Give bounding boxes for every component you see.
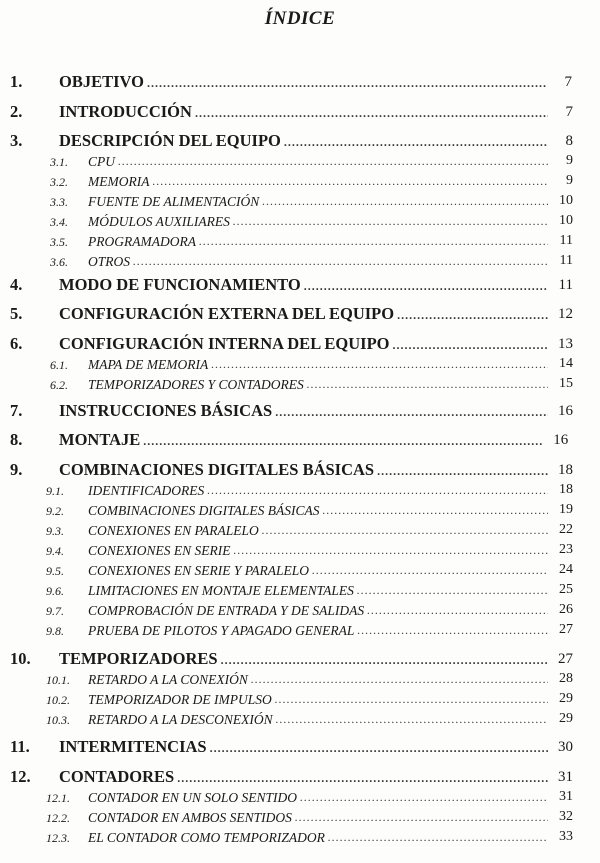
toc-subentry-title: CONTADOR EN UN SOLO SENTIDO — [88, 789, 298, 805]
dot-leader — [133, 255, 548, 267]
toc-subentry-page: 29 — [559, 711, 573, 726]
toc-subentry[interactable] — [0, 211, 600, 228]
toc-entry-title: MONTAJE — [59, 429, 141, 449]
dot-leader — [393, 339, 549, 351]
dot-leader — [207, 484, 548, 496]
toc-subentry[interactable] — [0, 251, 600, 268]
dot-leader — [357, 584, 548, 596]
dot-leader — [284, 136, 548, 148]
toc-entry[interactable] — [0, 735, 600, 755]
toc-subentry-page: 31 — [559, 789, 573, 804]
toc-subentry[interactable] — [0, 580, 600, 597]
toc-subentry[interactable] — [0, 191, 600, 208]
page-title: ÍNDICE — [264, 8, 336, 29]
toc-subentry[interactable] — [0, 231, 600, 248]
dot-leader — [322, 504, 548, 516]
toc-subentry-number: 10.3. — [46, 713, 70, 727]
dot-leader — [357, 624, 548, 636]
dot-leader — [152, 175, 548, 187]
toc-entry[interactable] — [0, 100, 600, 120]
toc-entry[interactable] — [0, 302, 600, 322]
toc-entry-page: 16 — [553, 432, 569, 448]
toc-subentry-page: 10 — [559, 193, 573, 208]
dot-leader — [304, 280, 548, 292]
toc-subentry-page: 32 — [559, 809, 573, 824]
toc-subentry[interactable] — [0, 520, 600, 537]
toc-entry-title: INTRODUCCIÓN — [59, 101, 192, 121]
toc-entry-number: 5. — [10, 303, 23, 323]
toc-subentry-page: 29 — [559, 691, 573, 706]
toc-entry-page: 18 — [558, 462, 573, 478]
dot-leader — [328, 831, 548, 843]
toc-entry-page: 30 — [558, 739, 573, 755]
toc-entry-page: 7 — [564, 74, 572, 90]
toc-subentry-page: 14 — [559, 356, 573, 371]
toc-subentry-page: 26 — [559, 602, 573, 617]
toc-entry-title: INTERMITENCIAS — [59, 736, 207, 756]
toc-subentry[interactable] — [0, 669, 600, 686]
dot-leader — [177, 772, 548, 784]
toc-subentry[interactable] — [0, 709, 600, 726]
dot-leader — [312, 564, 548, 576]
toc-subentry[interactable] — [0, 540, 600, 557]
toc-entry-number: 10. — [10, 648, 31, 668]
toc-subentry-title: RETARDO A LA CONEXIÓN — [88, 671, 248, 687]
toc-subentry-title: MAPA DE MEMORIA — [88, 356, 209, 372]
toc-entry-number: 4. — [10, 274, 23, 294]
toc-subentry-number: 9.4. — [46, 544, 64, 558]
dot-leader — [143, 435, 543, 447]
toc-entry-title: TEMPORIZADORES — [59, 648, 218, 668]
toc-subentry-page: 9 — [566, 173, 573, 188]
toc-subentry-number: 6.1. — [50, 358, 68, 372]
toc-subentry-title: LIMITACIONES EN MONTAJE ELEMENTALES — [88, 582, 354, 598]
toc-entry-title: CONFIGURACIÓN INTERNA DEL EQUIPO — [59, 333, 390, 353]
dot-leader — [195, 107, 548, 119]
toc-subentry-number: 12.3. — [46, 831, 70, 845]
toc-subentry-number: 10.2. — [46, 693, 70, 707]
dot-leader — [251, 673, 548, 685]
dot-leader — [397, 309, 548, 321]
toc-subentry-title: CONEXIONES EN SERIE — [88, 542, 231, 558]
toc-entry-page: 31 — [558, 769, 573, 785]
toc-subentry[interactable] — [0, 787, 600, 804]
toc-subentry-number: 9.2. — [46, 504, 64, 518]
toc-subentry-page: 22 — [559, 522, 573, 537]
toc-subentry-title: FUENTE DE ALIMENTACIÓN — [88, 193, 260, 209]
toc-subentry-title: CONTADOR EN AMBOS SENTIDOS — [88, 809, 292, 825]
dot-leader — [367, 604, 548, 616]
toc-subentry-number: 3.2. — [50, 175, 68, 189]
toc-entry-page: 12 — [558, 306, 573, 322]
toc-subentry-title: CPU — [88, 153, 115, 169]
toc-subentry-page: 11 — [559, 253, 573, 268]
toc-subentry-title: CONEXIONES EN PARALELO — [88, 522, 259, 538]
dot-leader — [221, 654, 548, 666]
toc-entry-number: 6. — [10, 333, 23, 353]
toc-subentry[interactable] — [0, 354, 600, 371]
toc-entry-number: 1. — [10, 71, 23, 91]
toc-subentry-page: 28 — [559, 671, 573, 686]
toc-subentry[interactable] — [0, 689, 600, 706]
toc-entry-number: 8. — [10, 429, 23, 449]
toc-entry[interactable] — [0, 332, 600, 352]
toc-subentry-number: 9.8. — [46, 624, 64, 638]
toc-subentry[interactable] — [0, 500, 600, 517]
toc-entry[interactable] — [0, 273, 600, 293]
toc-entry-number: 3. — [10, 130, 23, 150]
toc-entry[interactable] — [0, 428, 600, 448]
toc-entry-title: COMBINACIONES DIGITALES BÁSICAS — [59, 459, 375, 479]
toc-subentry-number: 10.1. — [46, 673, 70, 687]
toc-subentry-number: 9.6. — [46, 584, 64, 598]
toc-entry-number: 2. — [10, 101, 23, 121]
toc-subentry-page: 11 — [559, 233, 573, 248]
toc-entry-page: 16 — [558, 403, 573, 419]
toc-subentry-title: MEMORIA — [88, 173, 150, 189]
dot-leader — [295, 811, 548, 823]
dot-leader — [307, 378, 548, 390]
toc-subentry-page: 10 — [559, 213, 573, 228]
dot-leader — [262, 195, 548, 207]
toc-subentry-title: TEMPORIZADOR DE IMPULSO — [88, 691, 272, 707]
dot-leader — [211, 358, 548, 370]
toc-entry-title: INSTRUCCIONES BÁSICAS — [59, 400, 273, 420]
toc-subentry[interactable] — [0, 827, 600, 844]
toc-subentry-page: 9 — [566, 153, 573, 168]
dot-leader — [275, 693, 548, 705]
toc-entry-page: 27 — [558, 651, 573, 667]
toc-subentry-title: MÓDULOS AUXILIARES — [88, 213, 230, 229]
toc-subentry-number: 3.1. — [50, 155, 68, 169]
toc-subentry-page: 33 — [559, 829, 573, 844]
toc-entry[interactable] — [0, 765, 600, 785]
toc-entry-title: CONFIGURACIÓN EXTERNA DEL EQUIPO — [59, 303, 395, 323]
toc-entry[interactable] — [0, 129, 600, 149]
toc-subentry-number: 9.1. — [46, 484, 64, 498]
toc-subentry[interactable] — [0, 374, 600, 391]
toc-entry-number: 12. — [10, 766, 31, 786]
toc-entry-title: MODO DE FUNCIONAMIENTO — [59, 274, 301, 294]
toc-subentry-title: PRUEBA DE PILOTOS Y APAGADO GENERAL — [88, 622, 355, 638]
toc-subentry-page: 15 — [559, 376, 573, 391]
dot-leader — [276, 713, 548, 725]
toc-subentry-page: 27 — [559, 622, 573, 637]
toc-subentry-page: 18 — [559, 482, 573, 497]
toc-subentry-title: COMBINACIONES DIGITALES BÁSICAS — [88, 502, 320, 518]
toc-subentry[interactable] — [0, 560, 600, 577]
toc-subentry[interactable] — [0, 151, 600, 168]
toc-subentry-page: 23 — [559, 542, 573, 557]
toc-subentry-number: 3.5. — [50, 235, 68, 249]
toc-subentry-number: 6.2. — [50, 378, 68, 392]
toc-subentry-number: 3.3. — [50, 195, 68, 209]
toc-subentry-title: TEMPORIZADORES Y CONTADORES — [88, 376, 304, 392]
dot-leader — [118, 155, 548, 167]
toc-subentry-title: IDENTIFICADORES — [88, 482, 205, 498]
toc-subentry-number: 3.6. — [50, 255, 68, 269]
dot-leader — [233, 544, 548, 556]
toc-subentry[interactable] — [0, 600, 600, 617]
toc-entry-title: OBJETIVO — [59, 71, 144, 91]
toc-entry-number: 7. — [10, 400, 23, 420]
toc-subentry-number: 9.3. — [46, 524, 64, 538]
toc-entry[interactable] — [0, 458, 600, 478]
dot-leader — [147, 77, 547, 89]
dot-leader — [233, 215, 548, 227]
toc-entry[interactable] — [0, 70, 600, 90]
toc-entry-page: 7 — [565, 104, 573, 120]
toc-subentry-number: 3.4. — [50, 215, 68, 229]
toc-subentry-number: 12.2. — [46, 811, 70, 825]
toc-subentry-title: EL CONTADOR COMO TEMPORIZADOR — [88, 829, 325, 845]
toc-entry-title: CONTADORES — [59, 766, 175, 786]
toc-subentry-title: OTROS — [88, 253, 131, 269]
dot-leader — [210, 742, 548, 754]
toc-subentry-title: COMPROBACIÓN DE ENTRADA Y DE SALIDAS — [88, 602, 365, 618]
toc-subentry[interactable] — [0, 620, 600, 637]
toc-entry[interactable] — [0, 647, 600, 667]
toc-subentry-title: RETARDO A LA DESCONEXIÓN — [88, 711, 273, 727]
toc-entry-page: 13 — [558, 336, 573, 352]
toc-subentry-number: 9.5. — [46, 564, 64, 578]
toc-entry[interactable] — [0, 399, 600, 419]
toc-subentry-page: 25 — [559, 582, 573, 597]
toc-subentry-page: 19 — [559, 502, 573, 517]
dot-leader — [300, 791, 548, 803]
toc-subentry[interactable] — [0, 171, 600, 188]
dot-leader — [262, 524, 548, 536]
toc-subentry-page: 24 — [559, 562, 573, 577]
toc-entry-number: 9. — [10, 459, 23, 479]
dot-leader — [377, 465, 548, 477]
dot-leader — [199, 235, 548, 247]
toc-subentry-title: PROGRAMADORA — [88, 233, 196, 249]
toc-subentry[interactable] — [0, 807, 600, 824]
toc-entry-number: 11. — [10, 736, 30, 756]
toc-subentry-title: CONEXIONES EN SERIE Y PARALELO — [88, 562, 309, 578]
toc-entry-title: DESCRIPCIÓN DEL EQUIPO — [59, 130, 281, 150]
toc-entry-page: 11 — [558, 277, 573, 293]
toc-subentry-number: 9.7. — [46, 604, 64, 618]
toc-subentry-number: 12.1. — [46, 791, 70, 805]
toc-subentry[interactable] — [0, 480, 600, 497]
dot-leader — [275, 406, 548, 418]
toc-entry-page: 8 — [565, 133, 573, 149]
